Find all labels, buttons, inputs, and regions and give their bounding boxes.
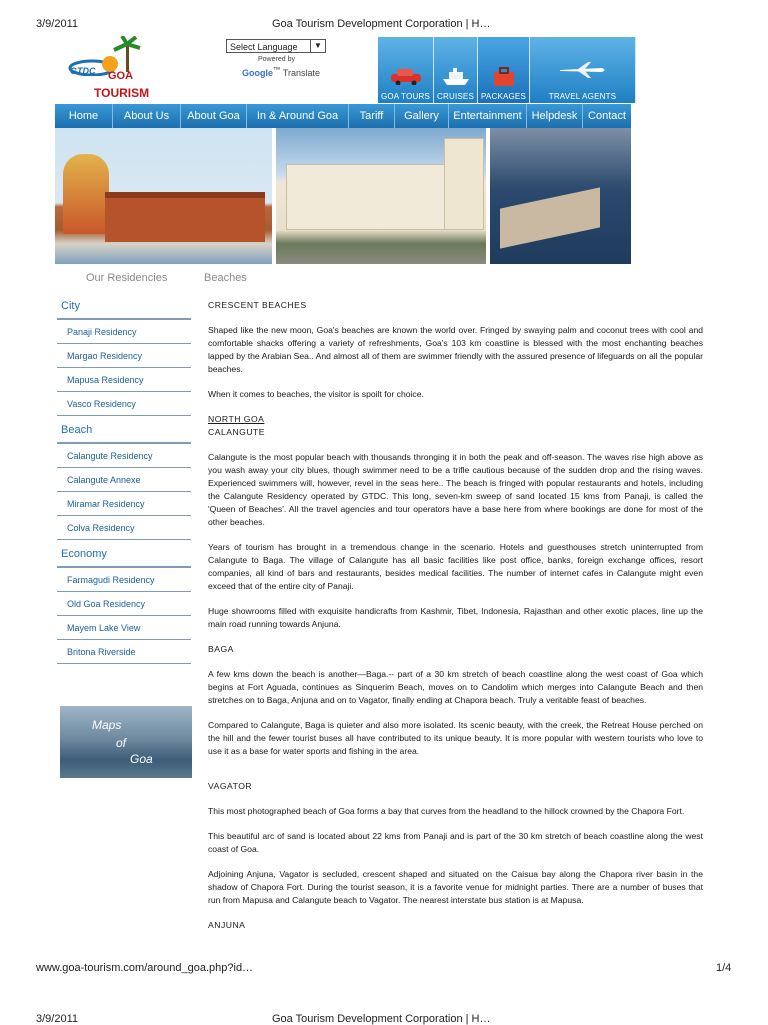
language-select[interactable] [226,39,326,53]
tab-our-residencies[interactable]: Our Residencies [86,272,168,284]
nav-about-us[interactable]: About Us [113,104,181,128]
google-label: Google [242,68,273,78]
print-title: Goa Tourism Development Corporation | H… [272,18,491,30]
airplane-icon [558,61,608,79]
spoilt-paragraph: When it comes to beaches, the visitor is spoilt for choice. [208,389,424,399]
google-translate-link[interactable]: Google™ Translate [242,65,321,78]
north-goa-heading: NORTH GOA [208,414,265,424]
nav-entertainment[interactable]: Entertainment [449,104,527,128]
temple-photo [55,128,272,264]
tile-travel-agents[interactable] [530,37,636,103]
print-date: 3/9/2011 [36,18,79,30]
sidebar-item-vasco[interactable]: Vasco Residency [57,392,191,416]
nav-tariff[interactable]: Tariff [349,104,395,128]
vagator-paragraph-1: This most photographed beach of Goa forms a bay that curves from the headland to the hillock crowned by the Chapora Fort. [208,806,685,816]
main-nav [55,104,631,128]
calangute-paragraph-2: Years of tourism has brought in a tremendous change in the scenario. Hotels and guesthouses stretch uninterrupted from Calangute to Baga. The village of Calangute has all basic facilities like post office, banks, foreign exchange offices, resort companies, all kind of bars and restaurants, besides medical facilities. The number of internet cafes in Calangute might even exceed that of the entire city of Panaji. [208,542,703,591]
calangute-heading: CALANGUTE [208,427,266,437]
print-url: www.goa-tourism.com/around_goa.php?id… [36,962,254,974]
print-date: 3/9/2011 [36,1013,79,1025]
print-page-number: 1/4 [716,962,732,974]
tile-label: PACKAGES [480,92,527,101]
goa-tourism-logo[interactable] [66,36,158,102]
tab-beaches[interactable]: Beaches [204,272,247,284]
luggage-icon [492,67,516,87]
sidebar-item-mayem[interactable]: Mayem Lake View [57,616,191,640]
sidebar-item-panaji[interactable]: Panaji Residency [57,319,191,344]
logo-goa: GOA [108,70,134,82]
maps-label: Maps [92,718,122,732]
of-label: of [116,736,127,750]
print-title: Goa Tourism Development Corporation | H… [272,1013,491,1025]
nav-about-goa[interactable]: About Goa [181,104,247,128]
goa-label: Goa [130,752,153,766]
header-tiles [378,37,636,103]
vagator-paragraph-3: Adjoining Anjuna, Vagator is secluded, crescent shaped and situated on the Caisua bay along the Chapora river basin in the shadow of Chapora Fort. During the tourist season, it is a favorite venue for midnight parties. There are a number of buses that run from Mapusa and Calangute beach to Vagator. The nearest interstate bus station is at Mapusa. [208,869,703,905]
residencies-sidebar [57,292,191,664]
sidebar-item-calangute-annexe[interactable]: Calangute Annexe [57,468,191,492]
car-icon [389,67,423,85]
tile-label: GOA TOURS [380,92,431,101]
baga-paragraph-2: Compared to Calangute, Baga is quieter and also more isolated. Its scenic beauty, with the creek, the Retreat House perched on the hill and the fewer tourist buses all have contributed to its unique beauty. It is more popular with western tourists who love to use it as a base for water sports and fishing in the area. [208,720,703,756]
page-heading: CRESCENT BEACHES [208,300,307,310]
tile-label: CRUISES [437,92,474,101]
tile-goa-tours[interactable] [378,37,434,103]
category-beach: Beach [61,424,93,436]
nav-gallery[interactable]: Gallery [395,104,449,128]
sidebar-item-mapusa[interactable]: Mapusa Residency [57,368,191,392]
calangute-paragraph-3: Huge showrooms filled with exquisite handicrafts from Kashmir, Tibet, Indonesia, Rajasthan and other exotic places, line up the main road running towards Anjuna. [208,606,703,629]
nav-in-around-goa[interactable]: In & Around Goa [247,104,349,128]
logo-gtdc: GTDC [70,66,96,76]
powered-by-label: Powered by [258,56,295,63]
sidebar-item-britona[interactable]: Britona Riverside [57,640,191,664]
calangute-paragraph-1: Calangute is the most popular beach with thousands thronging it in both the peak and off-season. The waves rise high above as you wash away your city blues, though swimmer need to be a trifle cautious because of the sudden drop and the rising waves. Experienced swimmers will, however, revel in the seas here.. The beach is fringed with popular restaurants and hotels, including the Calangute Residency operated by GTDC. This long, seven-km sweep of sand located 15 kms from Panaji, is called the 'Queen of Beaches'. All the travel agencies and tour operators have a base here from where bookings are done for most of the other beaches. [208,452,703,527]
nav-contact-us[interactable]: Contact [588,110,626,122]
ship-icon [441,67,471,87]
sea-photo [490,128,631,264]
church-photo [272,128,490,264]
nav-home[interactable]: Home [55,104,113,128]
sidebar-item-old-goa[interactable]: Old Goa Residency [57,592,191,616]
logo-tourism: TOURISM [94,86,150,100]
language-select-label: Select Language [230,42,298,52]
baga-heading: BAGA [208,644,234,654]
sidebar-item-margao[interactable]: Margao Residency [57,344,191,368]
sidebar-item-miramar[interactable]: Miramar Residency [57,492,191,516]
intro-paragraph: Shaped like the new moon, Goa's beaches are known the world over. Fringed by swaying palm and coconut trees with cool and comfortable shacks offering a variety of refreshments, Goa's 103 km coastline is blessed with the most enchanting beaches lapped by the Arabian Sea.. And almost all of them are swimmer friendly with the assured presence of lifeguards on all the popular beaches. [208,325,703,374]
category-economy: Economy [61,548,107,560]
vagator-paragraph-2: This beautiful arc of sand is located about 22 kms from Panaji and is part of the 30 km stretch of beach coastline along the west coast of Goa. [208,831,703,854]
translate-label: Translate [282,68,321,78]
tile-packages[interactable] [478,37,530,103]
sidebar-item-colva[interactable]: Colva Residency [57,516,191,540]
photo-banner [55,128,631,264]
tile-cruises[interactable] [434,37,478,103]
print-header [0,18,768,34]
chevron-down-icon[interactable]: ▼ [310,40,325,52]
tile-label: TRAVEL AGENTS [548,92,617,101]
nav-helpdesk[interactable]: Helpdesk [527,104,583,128]
maps-of-goa-banner[interactable] [60,706,192,778]
baga-paragraph-1: A few kms down the beach is another—Baga.-- part of a 30 km stretch of beach coastline along the west coast of Goa which begins at Fort Aguada, continues as Sinquerim Beach, moves on to Candolim which merges into Calangute Beach and then stretches on to Baga, Anjuna and on to Vagator, finally ending at Chapora beach. Truly a veritable feast of beaches. [208,669,703,705]
anjuna-heading: ANJUNA [208,920,246,930]
sidebar-item-farmagudi[interactable]: Farmagudi Residency [57,567,191,592]
beaches-content [208,299,703,944]
category-city: City [61,300,80,312]
vagator-heading: VAGATOR [208,781,253,791]
sidebar-item-calangute[interactable]: Calangute Residency [57,443,191,468]
